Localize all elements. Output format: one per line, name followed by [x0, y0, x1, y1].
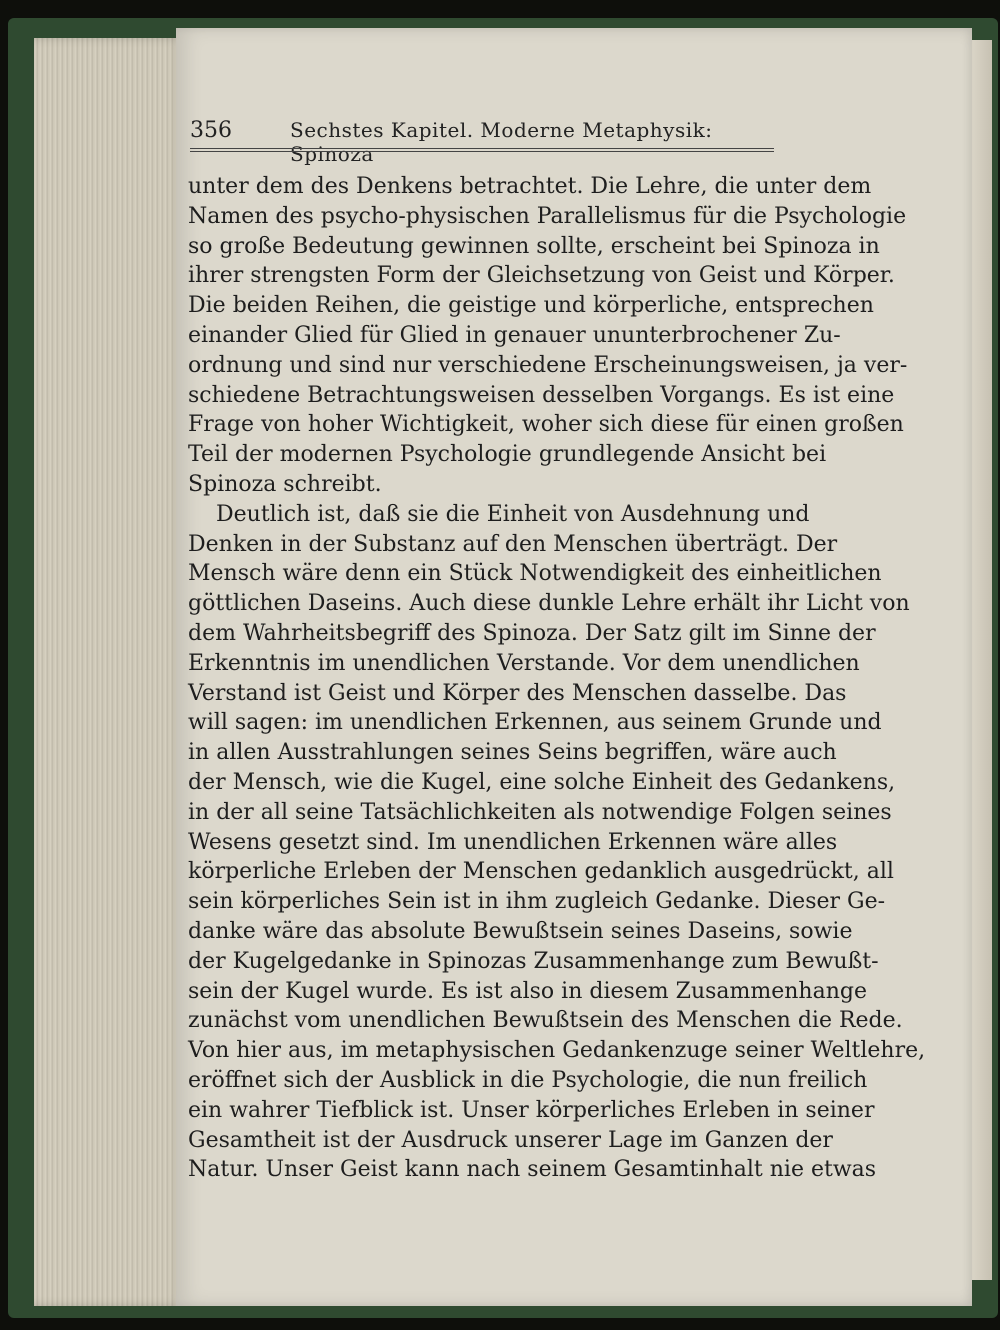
text-line: in der all seine Tatsächlichkeiten als notwendige Folgen seines [188, 799, 892, 825]
text-line: unter dem des Denkens betrachtet. Die Lehre, die unter dem [188, 174, 872, 199]
text-line: dem Wahrheitsbegriff des Spinoza. Der Satz gilt im Sinne der [188, 620, 876, 646]
text-line: körperliche Erleben der Menschen gedanklich ausgedrückt, all [188, 859, 894, 885]
text-line: Teil der modernen Psychologie grundlegende Ansicht bei [188, 442, 827, 468]
body-text [188, 172, 926, 1185]
text-line: Verstand ist Geist und Körper des Menschen dasselbe. Das [188, 680, 847, 706]
text-line: sein körperliches Sein ist in ihm zugleich Gedanke. Dieser Ge- [188, 889, 886, 915]
text-line: sein der Kugel wurde. Es ist also in diesem Zusammenhange [188, 978, 867, 1004]
text-line: Gesamtheit ist der Ausdruck unserer Lage im Ganzen der [188, 1127, 833, 1153]
text-line: zunächst vom unendlichen Bewußtsein des Menschen die Rede. [188, 1008, 903, 1034]
text-line: ordnung und sind nur verschiedene Erscheinungsweisen, ja ver- [188, 352, 908, 378]
text-line: ihrer strengsten Form der Gleichsetzung von Geist und Körper. [188, 263, 895, 289]
text-line: Namen des psycho-physischen Parallelismus für die Psychologie [188, 203, 907, 229]
text-line: eröffnet sich der Ausblick in die Psychologie, die nun freilich [188, 1067, 868, 1093]
text-line: Erkenntnis im unendlichen Verstande. Vor dem unendlichen [188, 650, 860, 676]
text-line: Spinoza schreibt. [188, 471, 382, 497]
page-header [190, 118, 750, 166]
header-rule [190, 148, 774, 152]
text-line: Frage von hoher Wichtigkeit, woher sich diese für einen großen [188, 412, 904, 438]
text-line: Von hier aus, im metaphysischen Gedankenzuge seiner Weltlehre, [188, 1038, 926, 1064]
text-line: Denken in der Substanz auf den Menschen überträgt. Der [188, 531, 838, 557]
text-line: der Mensch, wie die Kugel, eine solche Einheit des Gedankens, [188, 769, 896, 795]
text-line: will sagen: im unendlichen Erkennen, aus seinem Grunde und [188, 710, 882, 736]
text-line: in allen Ausstrahlungen seines Seins begriffen, wäre auch [188, 740, 837, 766]
text-line: Deutlich ist, daß sie die Einheit von Ausdehnung und [216, 501, 810, 527]
page-edges [34, 38, 184, 1306]
text-line: so große Bedeutung gewinnen sollte, erscheint bei Spinoza in [188, 233, 880, 259]
running-head: Sechstes Kapitel. Moderne Metaphysik: Spinoza [290, 118, 713, 166]
text-line: danke wäre das absolute Bewußtsein seines Daseins, sowie [188, 918, 853, 944]
text-line: ein wahrer Tiefblick ist. Unser körperliches Erleben in seiner [188, 1097, 875, 1123]
text-line: göttlichen Daseins. Auch diese dunkle Lehre erhält ihr Licht von [188, 591, 910, 617]
page-number: 356 [190, 118, 232, 143]
text-line: Mensch wäre denn ein Stück Notwendigkeit des einheitlichen [188, 561, 882, 587]
text-line: einander Glied für Glied in genauer ununterbrochener Zu- [188, 322, 841, 348]
text-line: Natur. Unser Geist kann nach seinem Gesamtinhalt nie etwas [188, 1157, 877, 1183]
text-line: schiedene Betrachtungsweisen desselben Vorgangs. Es ist eine [188, 382, 895, 408]
text-line: Wesens gesetzt sind. Im unendlichen Erkennen wäre alles [188, 829, 838, 855]
text-line: der Kugelgedanke in Spinozas Zusammenhange zum Bewußt- [188, 948, 879, 974]
text-line: Die beiden Reihen, die geistige und körperliche, entsprechen [188, 293, 874, 319]
